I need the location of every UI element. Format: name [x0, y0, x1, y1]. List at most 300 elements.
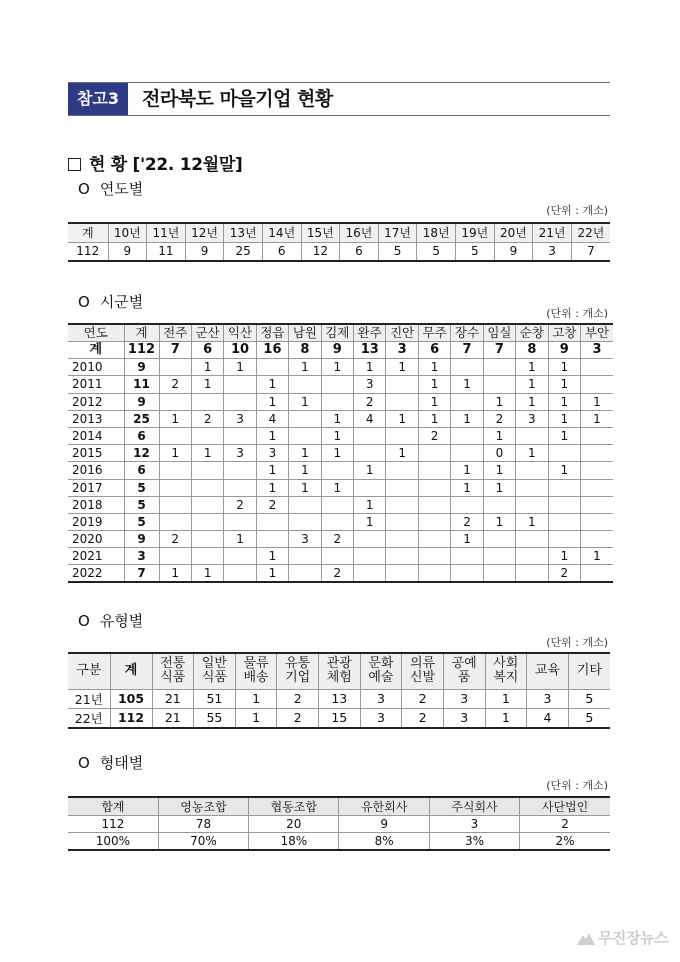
table-cell: [418, 565, 450, 583]
page-title: 전라북도 마을기업 현황: [142, 88, 333, 110]
table-row: [68, 427, 613, 444]
table-cell: 9: [124, 393, 159, 410]
table-header-cell: 사회 복지: [485, 653, 527, 689]
table-cell: 1: [580, 393, 613, 410]
table-header-cell: 14년: [262, 223, 301, 242]
table-row: [68, 531, 613, 548]
table-cell: 1: [289, 445, 321, 462]
table-cell: 2: [451, 513, 483, 530]
table-header-cell: 10년: [108, 223, 147, 242]
type-heading-text: 유형별: [99, 612, 144, 630]
table-cell: 1: [256, 548, 288, 565]
table-cell: [321, 462, 353, 479]
checkbox-square-icon: [68, 158, 81, 171]
table-cell: [418, 445, 450, 462]
table-header-cell: 유통 기업: [277, 653, 319, 689]
table-cell: [483, 565, 515, 583]
section-date: ['22. 12월말]: [132, 155, 243, 175]
table-cell: [224, 427, 256, 444]
table-cell: 10: [224, 342, 256, 359]
table-row: [68, 479, 613, 496]
year-table: [68, 222, 610, 262]
form-table-header: [68, 797, 610, 816]
table-header-cell: 장수: [451, 324, 483, 342]
table-header-cell: 계: [124, 324, 159, 342]
table-cell: 1: [256, 479, 288, 496]
table-cell: 1: [289, 393, 321, 410]
region-table: [68, 323, 613, 583]
table-header-cell: 21년: [533, 223, 572, 242]
table-cell: 5: [378, 242, 417, 261]
table-cell: [354, 427, 386, 444]
circle-bullet-icon: O: [78, 754, 90, 772]
table-cell: [386, 513, 418, 530]
table-cell: 3: [580, 342, 613, 359]
table-header-cell: 전통 식품: [152, 653, 194, 689]
table-header-cell: 물류 배송: [235, 653, 277, 689]
watermark-text: 무진장뉴스: [598, 929, 668, 947]
table-cell: 1: [516, 445, 548, 462]
table-cell: [289, 496, 321, 513]
table-cell: 3: [443, 689, 485, 708]
table-cell: [418, 531, 450, 548]
table-cell: [191, 393, 223, 410]
table-cell: [580, 376, 613, 393]
table-cell: [451, 496, 483, 513]
table-header-cell: 기타: [568, 653, 610, 689]
table-cell: 2: [224, 496, 256, 513]
table-cell: 13: [354, 342, 386, 359]
table-cell: [548, 513, 580, 530]
table-cell: 1: [386, 410, 418, 427]
table-cell: 9: [339, 816, 429, 833]
table-cell: 25: [224, 242, 263, 261]
table-cell: 1: [289, 462, 321, 479]
table-cell: [386, 565, 418, 583]
section-heading-text: 현 황: [89, 155, 127, 175]
table-cell: [354, 479, 386, 496]
table-cell: 9: [124, 359, 159, 376]
table-cell: [159, 513, 191, 530]
table-header-cell: 협동조합: [249, 797, 339, 816]
table-cell: 2010: [68, 359, 124, 376]
table-cell: 3: [224, 445, 256, 462]
table-cell: 2: [277, 708, 319, 728]
table-cell: 1: [451, 479, 483, 496]
table-header-cell: 13년: [224, 223, 263, 242]
table-cell: 5: [124, 513, 159, 530]
section-heading: [68, 150, 242, 175]
table-cell: [224, 548, 256, 565]
table-cell: 7: [483, 342, 515, 359]
table-header-cell: 영농조합: [158, 797, 248, 816]
year-unit: (단위 : 개소): [546, 204, 608, 217]
table-cell: 15: [319, 708, 361, 728]
table-cell: 1: [483, 513, 515, 530]
table-cell: 1: [483, 427, 515, 444]
table-cell: 1: [256, 565, 288, 583]
table-cell: 1: [354, 359, 386, 376]
table-cell: 3: [443, 708, 485, 728]
table-cell: 112: [68, 816, 158, 833]
table-cell: 2: [402, 689, 444, 708]
table-cell: 2017: [68, 479, 124, 496]
table-cell: [418, 513, 450, 530]
year-table-values: [68, 242, 610, 261]
table-cell: 1: [235, 689, 277, 708]
table-header-cell: 합계: [68, 797, 158, 816]
table-cell: [191, 531, 223, 548]
table-cell: [321, 548, 353, 565]
table-cell: 7: [124, 565, 159, 583]
table-cell: 1: [483, 462, 515, 479]
table-cell: 7: [159, 342, 191, 359]
table-header-cell: 고창: [548, 324, 580, 342]
region-heading: [78, 291, 143, 312]
table-cell: 5: [568, 708, 610, 728]
table-cell: [191, 513, 223, 530]
form-table: [68, 796, 610, 851]
table-cell: [191, 548, 223, 565]
table-header-cell: 의류 신발: [402, 653, 444, 689]
table-header-cell: 김제: [321, 324, 353, 342]
table-cell: [451, 427, 483, 444]
table-cell: 3: [527, 689, 569, 708]
table-cell: 4: [527, 708, 569, 728]
table-cell: [159, 427, 191, 444]
table-row: [68, 445, 613, 462]
table-header-cell: 정읍: [256, 324, 288, 342]
type-table-body: [68, 689, 610, 728]
table-cell: [451, 393, 483, 410]
table-row: [68, 376, 613, 393]
table-cell: 1: [256, 376, 288, 393]
circle-bullet-icon: O: [78, 612, 90, 630]
table-cell: [386, 427, 418, 444]
table-row: [68, 496, 613, 513]
table-header-cell: 교육: [527, 653, 569, 689]
table-cell: [580, 565, 613, 583]
table-cell: 9: [548, 342, 580, 359]
table-row: [68, 513, 613, 530]
table-cell: 1: [354, 462, 386, 479]
table-cell: 1: [191, 565, 223, 583]
table-row: [68, 689, 610, 708]
table-cell: 1: [191, 376, 223, 393]
year-heading-text: 연도별: [99, 180, 144, 198]
table-cell: 1: [289, 479, 321, 496]
table-cell: 3: [124, 548, 159, 565]
table-cell: [321, 496, 353, 513]
table-header-cell: 완주: [354, 324, 386, 342]
table-cell: 12: [124, 445, 159, 462]
table-row: [68, 359, 613, 376]
table-cell: 9: [108, 242, 147, 261]
table-cell: 1: [386, 445, 418, 462]
table-cell: 6: [340, 242, 379, 261]
table-cell: 2: [354, 393, 386, 410]
table-cell: 1: [548, 359, 580, 376]
table-cell: [451, 565, 483, 583]
table-cell: [548, 479, 580, 496]
table-cell: [321, 393, 353, 410]
table-header-cell: 진안: [386, 324, 418, 342]
table-cell: 2014: [68, 427, 124, 444]
table-header-cell: 무주: [418, 324, 450, 342]
table-header-cell: 연도: [68, 324, 124, 342]
table-cell: [159, 548, 191, 565]
table-cell: [386, 462, 418, 479]
table-header-cell: 임실: [483, 324, 515, 342]
type-table-header: [68, 653, 610, 689]
table-cell: [256, 513, 288, 530]
table-cell: 7: [571, 242, 610, 261]
table-cell: [516, 565, 548, 583]
table-header-cell: 익산: [224, 324, 256, 342]
table-row: [68, 565, 613, 583]
table-cell: 1: [321, 410, 353, 427]
table-row: [68, 462, 613, 479]
table-cell: [516, 462, 548, 479]
region-table-header: [68, 324, 613, 342]
table-cell: 0: [483, 445, 515, 462]
table-header-cell: 계: [110, 653, 152, 689]
table-cell: [580, 359, 613, 376]
table-cell: 1: [191, 445, 223, 462]
table-cell: 21년: [68, 689, 110, 708]
table-cell: [159, 496, 191, 513]
table-cell: 1: [548, 410, 580, 427]
type-unit: (단위 : 개소): [546, 636, 608, 649]
table-cell: 9: [494, 242, 533, 261]
table-cell: [418, 479, 450, 496]
table-cell: [191, 427, 223, 444]
table-cell: [224, 393, 256, 410]
table-cell: 1: [418, 359, 450, 376]
table-cell: 5: [455, 242, 494, 261]
table-cell: [224, 376, 256, 393]
table-cell: [483, 531, 515, 548]
table-cell: 1: [483, 479, 515, 496]
table-cell: 78: [158, 816, 248, 833]
year-heading: [78, 178, 143, 199]
table-cell: 2019: [68, 513, 124, 530]
table-cell: 2022: [68, 565, 124, 583]
table-cell: 6: [262, 242, 301, 261]
table-cell: 1: [483, 393, 515, 410]
form-table-counts: [68, 816, 610, 833]
table-cell: [354, 548, 386, 565]
table-cell: [483, 548, 515, 565]
table-cell: [418, 496, 450, 513]
table-row-total: [68, 342, 613, 359]
table-cell: 1: [354, 513, 386, 530]
table-cell: 1: [159, 445, 191, 462]
table-header-cell: 16년: [340, 223, 379, 242]
table-cell: 1: [580, 548, 613, 565]
table-cell: 1: [451, 410, 483, 427]
table-cell: 2: [483, 410, 515, 427]
table-cell: [451, 445, 483, 462]
table-cell: 22년: [68, 708, 110, 728]
type-heading: [78, 610, 143, 631]
table-cell: 2: [321, 531, 353, 548]
table-cell: [483, 496, 515, 513]
table-cell: 2: [159, 531, 191, 548]
table-cell: [256, 359, 288, 376]
table-cell: 1: [485, 689, 527, 708]
table-cell: [191, 462, 223, 479]
table-cell: 1: [159, 565, 191, 583]
table-cell: 1: [354, 496, 386, 513]
table-row: [68, 548, 613, 565]
table-cell: [191, 479, 223, 496]
table-cell: 5: [124, 496, 159, 513]
table-cell: [418, 462, 450, 479]
table-header-cell: 유한회사: [339, 797, 429, 816]
table-cell: 2: [402, 708, 444, 728]
table-cell: 1: [321, 479, 353, 496]
table-header-cell: 사단법인: [520, 797, 610, 816]
table-cell: 2: [159, 376, 191, 393]
type-table: [68, 652, 610, 729]
table-cell: [483, 376, 515, 393]
table-cell: 2: [277, 689, 319, 708]
table-cell: [386, 479, 418, 496]
table-cell: 1: [485, 708, 527, 728]
table-cell: 4: [256, 410, 288, 427]
table-cell: [386, 496, 418, 513]
table-cell: 16: [256, 342, 288, 359]
watermark: [577, 927, 668, 948]
table-cell: [548, 496, 580, 513]
table-cell: 2018: [68, 496, 124, 513]
table-cell: [580, 531, 613, 548]
table-cell: [159, 479, 191, 496]
table-cell: [516, 479, 548, 496]
title-bar: [68, 82, 610, 116]
table-cell: 1: [516, 513, 548, 530]
table-cell: 70%: [158, 833, 248, 850]
table-cell: 11: [124, 376, 159, 393]
table-header-cell: 일반 식품: [194, 653, 236, 689]
table-cell: 1: [224, 531, 256, 548]
table-cell: [224, 513, 256, 530]
table-cell: 2%: [520, 833, 610, 850]
table-cell: 1: [191, 359, 223, 376]
table-cell: 1: [548, 376, 580, 393]
table-header-cell: 18년: [417, 223, 456, 242]
table-cell: 1: [159, 410, 191, 427]
table-header-cell: 문화 예술: [360, 653, 402, 689]
table-cell: 1: [548, 427, 580, 444]
table-cell: [580, 479, 613, 496]
table-cell: 2020: [68, 531, 124, 548]
table-cell: [159, 462, 191, 479]
title-tag: 참고3: [68, 83, 128, 115]
table-cell: 51: [194, 689, 236, 708]
table-cell: 1: [321, 445, 353, 462]
table-header-cell: 15년: [301, 223, 340, 242]
table-cell: 11: [147, 242, 186, 261]
year-table-header: [68, 223, 610, 242]
table-cell: 4: [354, 410, 386, 427]
table-cell: 112: [68, 242, 108, 261]
table-cell: 20: [249, 816, 339, 833]
table-header-cell: 전주: [159, 324, 191, 342]
table-cell: 55: [194, 708, 236, 728]
table-cell: 1: [548, 393, 580, 410]
form-heading: [78, 752, 143, 773]
table-cell: 3: [533, 242, 572, 261]
table-cell: 1: [235, 708, 277, 728]
table-cell: [224, 479, 256, 496]
table-cell: 3%: [429, 833, 519, 850]
table-header-cell: 주식회사: [429, 797, 519, 816]
table-cell: [516, 531, 548, 548]
table-cell: 2: [520, 816, 610, 833]
table-cell: 25: [124, 410, 159, 427]
table-cell: 6: [124, 462, 159, 479]
table-header-cell: 군산: [191, 324, 223, 342]
table-cell: 1: [418, 376, 450, 393]
table-cell: 2011: [68, 376, 124, 393]
table-cell: 3: [516, 410, 548, 427]
table-header-cell: 공예 품: [443, 653, 485, 689]
table-cell: [289, 427, 321, 444]
table-cell: 8%: [339, 833, 429, 850]
table-cell: 1: [224, 359, 256, 376]
table-cell: 1: [451, 376, 483, 393]
form-unit: (단위 : 개소): [546, 779, 608, 792]
table-cell: 6: [418, 342, 450, 359]
table-cell: 8: [516, 342, 548, 359]
table-header-cell: 부안: [580, 324, 613, 342]
table-cell: 3: [360, 708, 402, 728]
table-cell: [224, 462, 256, 479]
table-cell: [548, 445, 580, 462]
table-cell: 7: [451, 342, 483, 359]
table-cell: 2: [256, 496, 288, 513]
table-cell: 3: [429, 816, 519, 833]
table-cell: 1: [451, 462, 483, 479]
table-cell: 5: [124, 479, 159, 496]
table-header-cell: 17년: [378, 223, 417, 242]
table-cell: 1: [386, 359, 418, 376]
table-cell: [451, 548, 483, 565]
table-cell: [224, 565, 256, 583]
table-cell: 3: [224, 410, 256, 427]
table-cell: [580, 445, 613, 462]
table-cell: 1: [580, 410, 613, 427]
table-row: [68, 393, 613, 410]
table-cell: 2021: [68, 548, 124, 565]
table-cell: [256, 531, 288, 548]
table-cell: [289, 410, 321, 427]
table-cell: [580, 496, 613, 513]
table-cell: 1: [418, 393, 450, 410]
table-row: [68, 410, 613, 427]
table-cell: 3: [289, 531, 321, 548]
table-cell: 105: [110, 689, 152, 708]
table-cell: 3: [386, 342, 418, 359]
table-cell: [289, 513, 321, 530]
table-cell: 1: [418, 410, 450, 427]
table-cell: 9: [321, 342, 353, 359]
table-cell: 1: [451, 531, 483, 548]
region-unit: (단위 : 개소): [546, 307, 608, 320]
table-cell: [191, 496, 223, 513]
